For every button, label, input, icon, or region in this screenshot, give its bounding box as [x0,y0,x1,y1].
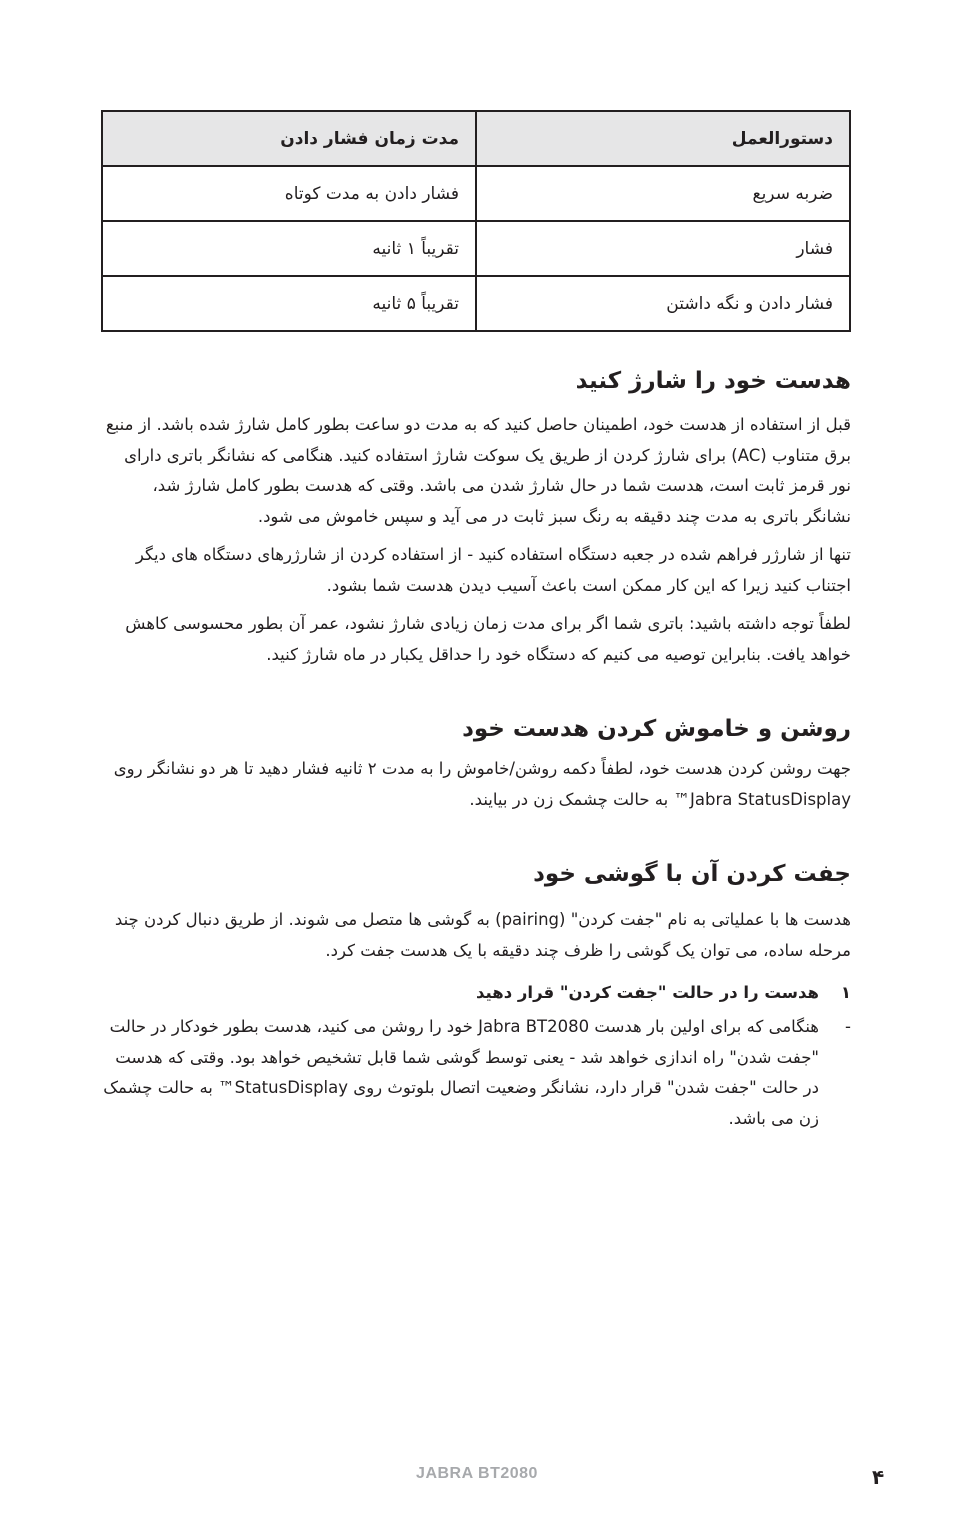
table-cell: فشار دادن و نگه داشتن [476,276,850,331]
step-number: ۱ [840,983,851,1002]
pairing-bullet [101,1012,851,1134]
table-cell: تقریباً ۱ ثانیه [102,221,476,276]
charging-heading: هدست خود را شارژ کنید [575,368,851,394]
pairing-paragraph: هدست ها با عملیاتی به نام "جفت کردن" (pairing) به گوشی ها متصل می شوند. از طریق دنبال کردن چند مرحله ساده، می توان یک گوشی را ظرف چند دقیقه با یک هدست جفت کرد. [114,910,851,960]
table-cell: تقریباً ۵ ثانیه [102,276,476,331]
power-paragraph: جهت روشن کردن هدست خود، لطفاً دکمه روشن/خاموش را به مدت ۲ ثانیه فشار دهید تا هر دو نشانگر روی Jabra StatusDisplay™ به حالت چشمک زن در بیایند. [113,759,851,809]
table-cell: ضربه سریع [476,166,850,221]
table-cell: فشار [476,221,850,276]
charging-paragraph: قبل از استفاده از هدست خود، اطمینان حاصل کنید که به مدت دو ساعت بطور کامل شارژ شده باشد. از منبع برق متناوب (AC) برای شارژ کردن از طریق یک سوکت شارژ استفاده کنید. هنگامی که نشانگر باتری دارای نور قرمز ثابت است، هدست شما در حال شارژ شدن می باشد. وقتی که هدست بطور کامل شارژ شد، نشانگر باتری به مدت چند دقیقه به رنگ سبز ثابت در می آید و سپس خاموش می شود. [105,415,851,526]
table-cell: فشار دادن به مدت کوتاه [102,166,476,221]
table-header-cell: دستورالعمل [476,111,850,166]
table-row [102,276,850,331]
table-row [102,221,850,276]
pairing-step [101,978,851,1008]
table-header-cell: مدت زمان فشار دادن [102,111,476,166]
page-number: ۴ [872,1465,885,1489]
bullet-dash: - [845,1017,851,1036]
charger-warning-paragraph: تنها از شارژر فراهم شده در جعبه دستگاه استفاده کنید - از استفاده کردن از شارژرهای دستگاه های دیگر اجتناب کنید زیرا که این کار ممکن است باعث آسیب دیدن هدست شما بشود. [135,545,851,595]
step-text: هدست را در حالت "جفت کردن" قرار دهید [476,983,819,1002]
table-header-row [102,111,850,166]
command-table [101,110,851,332]
bullet-text: هنگامی که برای اولین بار هدست Jabra BT2080 خود را روشن می کنید، هدست بطور خودکار در حالت "جفت شدن" راه اندازی خواهد شد - یعنی توسط گوشی شما قابل تشخیص خواهد بود. وقتی که هدست در حالت "جفت شدن" قرار دارد، نشانگر وضعیت اتصال بلوتوث روی StatusDisplay™ به حالت چشمک زن می باشد. [103,1017,819,1128]
power-heading: روشن و خاموش کردن هدست خود [462,716,851,742]
battery-note-paragraph: لطفاً توجه داشته باشید: باتری شما اگر برای مدت زمان زیادی شارژ نشود، عمر آن بطور محسوسی کاهش خواهد یافت. بنابراین توصیه می کنیم که دستگاه خود را حداقل یکبار در ماه شارژ کنید. [125,614,851,664]
footer-brand: JABRA BT2080 [416,1465,538,1482]
pairing-heading: جفت کردن آن با گوشی خود [533,861,851,887]
table-row [102,166,850,221]
page-content [101,110,851,1134]
